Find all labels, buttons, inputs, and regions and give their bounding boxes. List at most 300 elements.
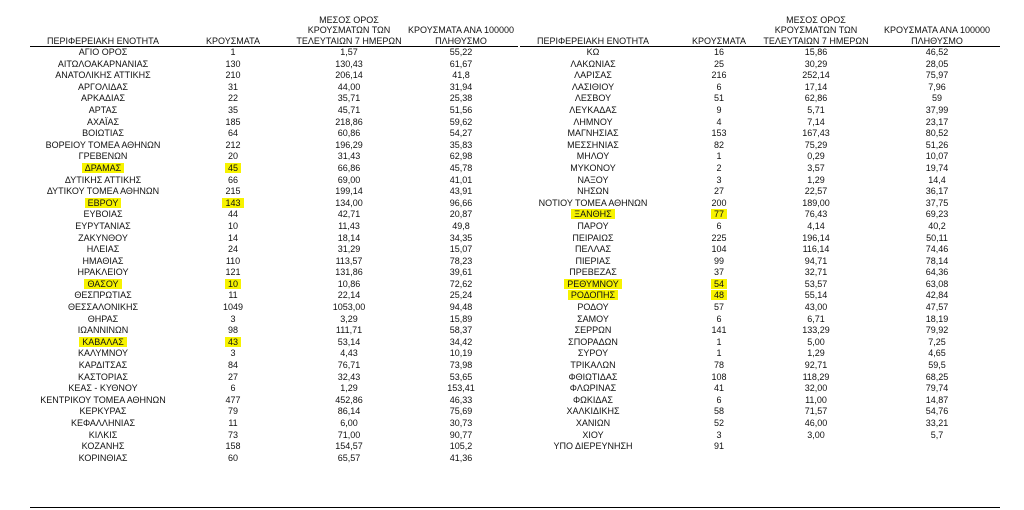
cases-value: 9 [716, 104, 722, 115]
per100k-value: 50,11 [926, 232, 948, 243]
per100k-value: 153,41 [447, 383, 475, 394]
avg7-value: 5,00 [807, 336, 825, 347]
cases-value: 48 [711, 290, 727, 300]
cases-value: 51 [713, 93, 724, 104]
table-row [0, 395, 1024, 407]
table-row [0, 279, 1024, 291]
cases-value: 78 [713, 360, 724, 371]
avg7-value: 11,43 [338, 220, 360, 231]
per100k-value: 23,17 [925, 116, 949, 127]
region-cell [518, 325, 668, 337]
table-row [0, 233, 1024, 245]
per100k-value: 54,27 [449, 128, 473, 139]
region-value: ΝΑΞΟΥ [577, 174, 609, 185]
per100k-cell [405, 453, 517, 465]
table-row [0, 302, 1024, 314]
right-header-region: ΠΕΡΙΦΕΡΕΙΑΚΗ ΕΝΟΤΗΤΑ [536, 35, 650, 46]
region-value: ΡΟΔΟΠΗΣ [568, 290, 618, 300]
avg7-cell [760, 186, 872, 198]
region-cell [518, 163, 668, 175]
region-cell [518, 256, 668, 268]
avg7-cell [760, 418, 872, 430]
per100k-value: 51,26 [925, 139, 949, 150]
avg7-cell [288, 453, 410, 465]
region-value: ΛΑΡΙΣΑΣ [574, 70, 612, 81]
avg7-value: 75,29 [804, 139, 828, 150]
cases-cell [676, 372, 762, 384]
region-value: ΜΗΛΟΥ [576, 151, 610, 162]
avg7-cell [760, 406, 872, 418]
avg7-value: 3,00 [807, 429, 825, 440]
per100k-cell [872, 418, 1002, 430]
region-cell [518, 93, 668, 105]
per100k-cell [872, 70, 1002, 82]
region-value: ΠΑΡΟΥ [577, 220, 609, 231]
per100k-value: 35,83 [449, 139, 473, 150]
region-value: ΛΕΥΚΑΔΑΣ [569, 104, 617, 115]
cases-value: 200 [711, 197, 727, 208]
per100k-cell [872, 302, 1002, 314]
cases-cell [676, 82, 762, 94]
avg7-value: 76,71 [337, 360, 361, 371]
avg7-value: 167,43 [802, 128, 830, 139]
per100k-cell [872, 441, 1002, 453]
per100k-value: 14,87 [925, 394, 949, 405]
table-row [0, 209, 1024, 221]
cases-value: 477 [225, 394, 241, 405]
region-value: ΣΠΟΡΑΔΩΝ [568, 336, 618, 347]
table-row [0, 59, 1024, 71]
cases-value: 1 [716, 336, 722, 347]
per100k-value: 74,46 [925, 244, 949, 255]
avg7-cell [760, 175, 872, 187]
per100k-value: 41,36 [449, 452, 473, 463]
avg7-value: 31,43 [337, 151, 361, 162]
region-value: ΚΕΑΣ - ΚΥΘΝΟΥ [68, 383, 138, 394]
cases-value: 20 [227, 151, 238, 162]
per100k-value: 15,89 [449, 313, 473, 324]
per100k-cell [872, 244, 1002, 256]
per100k-cell [872, 406, 1002, 418]
per100k-value: 18,19 [925, 313, 949, 324]
cases-cell [676, 406, 762, 418]
region-value: ΘΑΣΟΥ [84, 279, 121, 289]
per100k-value: 68,25 [925, 371, 949, 382]
avg7-cell [760, 267, 872, 279]
per100k-cell [872, 221, 1002, 233]
right-header-per100k: ΚΡΟΥΣΜΑΤΑ ΑΝΑ 100000 ΠΛΗΘΥΣΜΟ [884, 25, 990, 46]
cases-value: 44 [227, 209, 238, 220]
region-cell [518, 82, 668, 94]
per100k-value: 25,24 [449, 290, 473, 301]
region-value: ΣΕΡΡΩΝ [574, 325, 612, 336]
per100k-cell [872, 163, 1002, 175]
cases-cell [676, 128, 762, 140]
cases-value: 1 [716, 151, 722, 162]
region-cell [518, 290, 668, 302]
region-cell [518, 128, 668, 140]
per100k-value: 47,57 [925, 302, 949, 313]
per100k-value: 63,08 [925, 278, 949, 289]
avg7-cell [760, 302, 872, 314]
per100k-value: 15,07 [449, 244, 473, 255]
cases-cell [676, 59, 762, 71]
avg7-value: 10,86 [337, 278, 361, 289]
cases-cell [676, 175, 762, 187]
per100k-cell [872, 105, 1002, 117]
left-header-cases: ΚΡΟΥΣΜΑΤΑ [206, 35, 260, 46]
region-value: ΑΡΚΑΔΙΑΣ [80, 93, 126, 104]
per100k-cell [872, 93, 1002, 105]
region-cell [518, 59, 668, 71]
per100k-cell [872, 290, 1002, 302]
avg7-cell [760, 151, 872, 163]
region-cell [518, 302, 668, 314]
avg7-cell [760, 372, 872, 384]
per100k-value: 46,52 [925, 47, 949, 57]
avg7-cell [760, 59, 872, 71]
left-header-avg7: ΜΕΣΟΣ ΟΡΟΣ ΚΡΟΥΣΜΑΤΩΝ ΤΩΝ ΤΕΛΕΥΤΑΙΩΝ 7 ΗΜΕΡΩΝ [296, 14, 402, 46]
table-row [0, 325, 1024, 337]
avg7-value: 22,14 [337, 290, 361, 301]
cases-cell [676, 360, 762, 372]
avg7-cell [760, 198, 872, 210]
region-value: ΕΥΡΥΤΑΝΙΑΣ [75, 220, 131, 231]
table-row [0, 82, 1024, 94]
cases-value: 6 [716, 81, 722, 92]
region-value: ΣΥΡΟΥ [577, 348, 609, 359]
table-row [0, 163, 1024, 175]
table-row [0, 256, 1024, 268]
region-value: ΔΥΤΙΚΗΣ ΑΤΤΙΚΗΣ [64, 174, 142, 185]
per100k-value: 96,66 [449, 197, 473, 208]
region-cell [518, 186, 668, 198]
cases-value: 3 [716, 429, 722, 440]
region-value: ΚΩ [586, 47, 600, 57]
cases-cell [676, 314, 762, 326]
per100k-cell [872, 117, 1002, 129]
cases-value: 1 [230, 47, 236, 57]
avg7-cell [760, 221, 872, 233]
cases-value: 121 [225, 267, 241, 278]
region-value: ΜΥΚΟΝΟΥ [570, 162, 616, 173]
region-value: ΚΕΝΤΡΙΚΟΥ ΤΟΜΕΑ ΑΘΗΝΩΝ [40, 394, 166, 405]
table-row [0, 244, 1024, 256]
per100k-cell [872, 325, 1002, 337]
cases-cell [676, 418, 762, 430]
table-row [0, 140, 1024, 152]
cases-cell [676, 302, 762, 314]
cases-value: 212 [225, 139, 241, 150]
cases-value: 77 [711, 209, 727, 219]
per100k-value: 42,84 [925, 290, 949, 301]
region-value: ΛΑΣΙΘΙΟΥ [571, 81, 615, 92]
cases-cell [676, 395, 762, 407]
per100k-value: 33,21 [925, 418, 949, 428]
cases-value: 10 [225, 279, 241, 289]
avg7-value: 0,29 [807, 151, 825, 162]
avg7-value: 252,14 [802, 70, 830, 81]
cases-value: 99 [713, 255, 724, 266]
table-row [0, 314, 1024, 326]
per100k-value: 41,8 [452, 70, 470, 81]
cases-cell [676, 267, 762, 279]
per100k-value: 90,77 [449, 429, 473, 440]
per100k-value: 28,05 [925, 58, 949, 69]
avg7-value: 43,00 [804, 302, 828, 313]
cases-value: 10 [227, 220, 238, 231]
region-value: ΘΕΣΣΑΛΟΝΙΚΗΣ [67, 302, 139, 313]
avg7-value: 46,00 [804, 418, 828, 428]
cases-value: 3 [716, 174, 722, 185]
avg7-value: 113,57 [335, 255, 363, 266]
region-cell [518, 418, 668, 430]
cases-value: 108 [711, 371, 727, 382]
per100k-cell [872, 140, 1002, 152]
cases-cell [676, 383, 762, 395]
cases-cell [676, 221, 762, 233]
per100k-value: 14,4 [928, 174, 946, 185]
per100k-cell [872, 383, 1002, 395]
per100k-value: 51,56 [449, 104, 473, 115]
avg7-cell [760, 360, 872, 372]
table-row [0, 406, 1024, 418]
per100k-value: 7,25 [928, 336, 946, 347]
per100k-value: 58,37 [449, 325, 473, 336]
per100k-value: 75,97 [925, 70, 949, 81]
per100k-value: 40,2 [928, 220, 946, 231]
cases-cell [676, 70, 762, 82]
per100k-cell [872, 337, 1002, 349]
avg7-value: 94,71 [804, 255, 828, 266]
per100k-cell [872, 198, 1002, 210]
cases-cell [676, 105, 762, 117]
region-cell [518, 105, 668, 117]
avg7-value: 4,43 [340, 348, 358, 359]
region-value: ΚΕΡΚΥΡΑΣ [79, 406, 127, 417]
table-row [0, 453, 520, 465]
region-value: ΡΕΘΥΜΝΟΥ [564, 279, 621, 289]
avg7-cell [760, 314, 872, 326]
avg7-cell [760, 430, 872, 442]
cases-value: 6 [230, 383, 236, 394]
avg7-cell [760, 233, 872, 245]
per100k-cell [872, 175, 1002, 187]
cases-cell [676, 430, 762, 442]
region-value: ΥΠΟ ΔΙΕΡΕΥΝΗΣΗ [553, 441, 633, 452]
region-value: ΚΕΦΑΛΛΗΝΙΑΣ [70, 418, 136, 428]
avg7-cell [760, 395, 872, 407]
avg7-cell [760, 244, 872, 256]
region-cell [518, 175, 668, 187]
per100k-value: 53,65 [449, 371, 473, 382]
right-table-body [0, 47, 1024, 453]
avg7-cell [760, 93, 872, 105]
region-value: ΦΘΙΩΤΙΔΑΣ [568, 371, 618, 382]
avg7-value: 11,00 [805, 394, 827, 405]
cases-value: 3 [230, 348, 236, 359]
avg7-value: 32,43 [337, 371, 361, 382]
per100k-cell [872, 128, 1002, 140]
cases-value: 84 [227, 360, 238, 371]
region-value: ΛΕΣΒΟΥ [574, 93, 612, 104]
cases-value: 185 [225, 116, 241, 127]
avg7-value: 1,29 [807, 348, 825, 359]
per100k-value: 10,07 [925, 151, 949, 162]
avg7-value: 66,86 [337, 162, 361, 173]
cases-value: 104 [711, 244, 727, 255]
region-value: ΣΑΜΟΥ [577, 313, 609, 324]
region-cell [518, 47, 668, 59]
region-value: ΛΗΜΝΟΥ [573, 116, 613, 127]
region-value: ΝΟΤΙΟΥ ΤΟΜΕΑ ΑΘΗΝΩΝ [538, 197, 648, 208]
table-row [0, 221, 1024, 233]
region-cell [518, 360, 668, 372]
table-row [0, 128, 1024, 140]
region-cell [518, 221, 668, 233]
avg7-value: 6,00 [340, 418, 358, 428]
avg7-cell [760, 348, 872, 360]
region-value: ΚΟΖΑΝΗΣ [81, 441, 125, 452]
cases-value: 79 [227, 406, 238, 417]
per100k-cell [872, 372, 1002, 384]
region-value: ΑΙΤΩΛΟΑΚΑΡΝΑΝΙΑΣ [57, 58, 149, 69]
table-row [0, 441, 1024, 453]
region-value: ΦΩΚΙΔΑΣ [573, 394, 613, 405]
per100k-value: 41,01 [449, 174, 473, 185]
cases-cell [676, 244, 762, 256]
cases-value: 1 [716, 348, 722, 359]
cases-cell [676, 441, 762, 453]
cases-cell [676, 337, 762, 349]
cases-cell [676, 209, 762, 221]
cases-cell [676, 348, 762, 360]
region-value: ΠΕΛΛΑΣ [574, 244, 612, 255]
per100k-value: 45,78 [449, 162, 473, 173]
cases-cell [676, 325, 762, 337]
cases-value: 225 [711, 232, 727, 243]
region-value: ΒΟΙΩΤΙΑΣ [82, 128, 124, 139]
table-row [0, 175, 1024, 187]
region-value: ΔΡΑΜΑΣ [82, 163, 124, 173]
avg7-cell [760, 337, 872, 349]
avg7-cell [760, 117, 872, 129]
region-value: ΚΟΡΙΝΘΙΑΣ [78, 452, 128, 463]
region-value: ΖΑΚΥΝΘΟΥ [78, 232, 128, 243]
per100k-cell [872, 256, 1002, 268]
per100k-value: 80,52 [925, 128, 949, 139]
region-value: ΕΥΒΟΙΑΣ [83, 209, 123, 220]
per100k-cell [872, 348, 1002, 360]
region-cell [518, 70, 668, 82]
avg7-value: 55,14 [804, 290, 828, 301]
cases-cell [676, 290, 762, 302]
region-value: ΚΑΒΑΛΑΣ [79, 337, 127, 347]
avg7-value: 118,29 [802, 371, 830, 382]
cases-value: 98 [227, 325, 238, 336]
region-value: ΤΡΙΚΑΛΩΝ [570, 360, 616, 371]
per100k-value: 36,17 [925, 186, 949, 197]
avg7-value: 60,86 [337, 128, 361, 139]
avg7-value: 32,00 [804, 383, 828, 394]
per100k-value: 10,19 [449, 348, 473, 359]
cases-value: 57 [713, 302, 724, 313]
per100k-value: 49,8 [452, 220, 470, 231]
table-row [0, 105, 1024, 117]
cases-value: 110 [225, 255, 241, 266]
cases-cell [676, 198, 762, 210]
avg7-value: 196,14 [802, 232, 830, 243]
cases-value: 153 [711, 128, 727, 139]
per100k-value: 79,92 [925, 325, 949, 336]
cases-cell [676, 186, 762, 198]
cases-cell [676, 140, 762, 152]
avg7-cell [760, 383, 872, 395]
region-value: ΑΡΤΑΣ [88, 104, 118, 115]
region-cell [518, 383, 668, 395]
cases-cell [676, 256, 762, 268]
avg7-cell [760, 441, 872, 453]
cases-value: 6 [716, 220, 722, 231]
region-value: ΔΥΤΙΚΟΥ ΤΟΜΕΑ ΑΘΗΝΩΝ [46, 186, 160, 197]
per100k-value: 31,94 [449, 81, 473, 92]
per100k-value: 78,23 [449, 255, 473, 266]
per100k-value: 54,76 [925, 406, 949, 417]
region-value: ΡΟΔΟΥ [577, 302, 609, 313]
avg7-value: 65,57 [337, 452, 361, 463]
table-row [0, 372, 1024, 384]
avg7-value: 7,14 [807, 116, 825, 127]
per100k-value: 59,5 [928, 360, 946, 371]
avg7-value: 86,14 [337, 406, 361, 417]
per100k-value: 7,96 [928, 81, 946, 92]
avg7-value: 133,29 [802, 325, 830, 336]
region-value: ΚΑΛΥΜΝΟΥ [77, 348, 129, 359]
table-row [0, 117, 1024, 129]
avg7-cell [760, 209, 872, 221]
region-value: ΧΙΟΥ [582, 429, 604, 440]
cases-value: 6 [716, 313, 722, 324]
region-value: ΜΕΣΣΗΝΙΑΣ [567, 139, 619, 150]
region-cell [518, 406, 668, 418]
per100k-value: 25,38 [449, 93, 473, 104]
avg7-value: 1,29 [340, 383, 358, 394]
per100k-cell [872, 430, 1002, 442]
avg7-value: 76,43 [804, 209, 828, 220]
per100k-cell [872, 395, 1002, 407]
left-header-region: ΠΕΡΙΦΕΡΕΙΑΚΗ ΕΝΟΤΗΤΑ [46, 35, 160, 46]
region-cell [518, 337, 668, 349]
per100k-value: 73,98 [449, 360, 473, 371]
per100k-value: 59 [931, 93, 942, 104]
region-value: ΕΒΡΟΥ [85, 198, 122, 208]
table-row [0, 93, 1024, 105]
cases-value: 141 [711, 325, 727, 336]
region-cell [518, 441, 668, 453]
cases-value: 54 [711, 279, 727, 289]
cases-value: 3 [230, 313, 236, 324]
region-value: ΚΙΛΚΙΣ [88, 429, 118, 440]
cases-cell [676, 279, 762, 291]
avg7-cell [760, 128, 872, 140]
cases-value: 58 [713, 406, 724, 417]
per100k-value: 61,67 [449, 58, 473, 69]
per100k-value: 72,62 [449, 278, 473, 289]
avg7-cell [760, 290, 872, 302]
region-value: ΗΜΑΘΙΑΣ [82, 255, 124, 266]
per100k-value: 55,22 [449, 47, 473, 57]
per100k-cell [872, 151, 1002, 163]
